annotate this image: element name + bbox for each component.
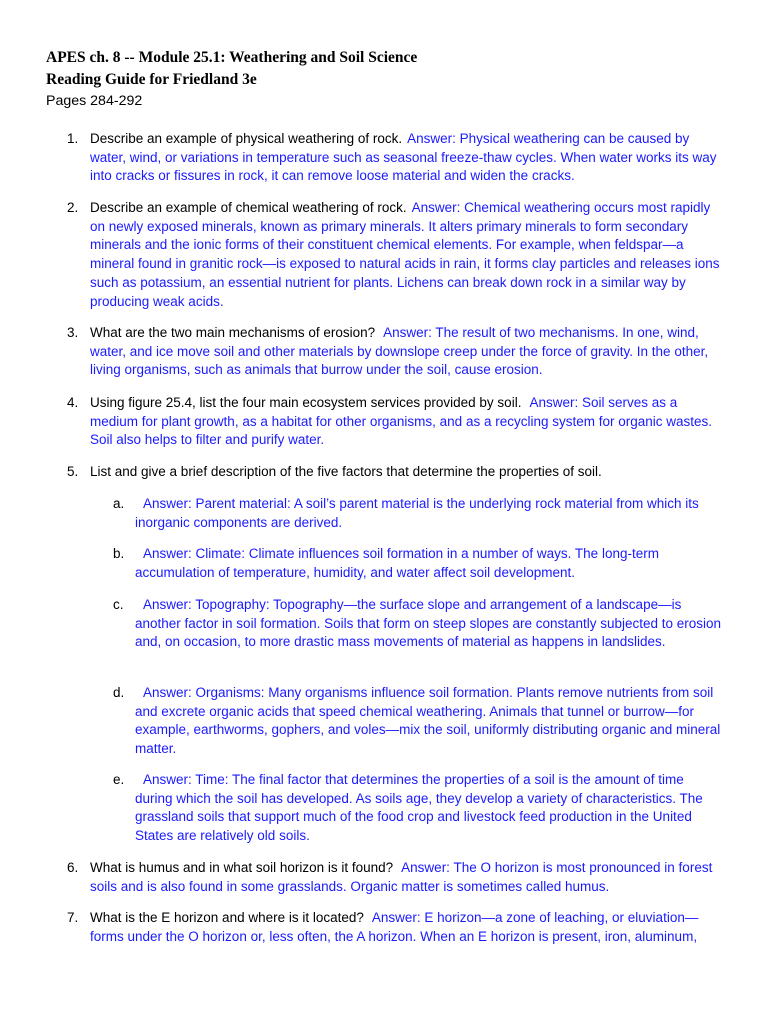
factor-body [135, 684, 725, 759]
question-text: List and give a brief description of the five factors that determine the properties of soil. [90, 464, 602, 479]
question-text: What are the two main mechanisms of erosion? [90, 325, 376, 340]
question-number: 3. [67, 325, 79, 340]
question-body [90, 463, 726, 482]
question-text: Describe an example of chemical weathering of rock. [90, 200, 407, 215]
answer-text: Answer: Climate: Climate influences soil formation in a number of ways. The long-term accumulation of temperature, humidity, and water affect soil development. [135, 546, 659, 580]
factor-letter: b. [113, 546, 125, 561]
factor-body [135, 596, 725, 652]
factor-body [135, 771, 725, 846]
question-text: What is the E horizon and where is it located? [90, 910, 364, 925]
factor-letter: c. [113, 597, 124, 612]
answer-text: Answer: E horizon—a zone of leaching, or eluviation—forms under the O horizon or, less often, the A horizon. When an E horizon is present, iron, aluminum, [90, 910, 699, 944]
factor-letter: d. [113, 685, 125, 700]
document-subtitle: Reading Guide for Friedland 3e [46, 71, 257, 88]
page-range: Pages 284-292 [46, 93, 143, 109]
answer-text: Answer: The O horizon is most pronounced in forest soils and is also found in some grasslands. Organic matter is sometimes called humus. [90, 860, 713, 894]
answer-text: Answer: Physical weathering can be caused by water, wind, or variations in temperature such as seasonal freeze-thaw cycles. When water works its way into cracks or fissures in rock, it can remove loose material and widen the cracks. [90, 131, 717, 184]
question-body [90, 130, 726, 186]
question-text: Using figure 25.4, list the four main ecosystem services provided by soil. [90, 395, 522, 410]
question-text: Describe an example of physical weathering of rock. [90, 131, 403, 146]
factor-body [135, 495, 725, 532]
answer-text: Answer: Topography: Topography—the surface slope and arrangement of a landscape—is another factor in soil formation. Soils that form on steep slopes are constantly subjected to erosion and, on occasion, to more drastic mass movements of material as happens in landslides. [135, 597, 722, 650]
question-body [90, 199, 726, 311]
answer-text: Answer: The result of two mechanisms. In one, wind, water, and ice move soil and other materials by downslope creep under the force of gravity. In the other, living organisms, such as animals that burrow under the soil, cause erosion. [90, 325, 709, 378]
factor-body [135, 545, 725, 582]
answer-text: Answer: Chemical weathering occurs most rapidly on newly exposed minerals, known as primary minerals. It alters primary minerals to form secondary minerals and the ionic forms of their constituent chemical elements. For example, when feldspar—a mineral found in granitic rock—is exposed to natural acids in rain, it forms clay particles and releases ions such as potassium, an essential nutrient for plants. Lichens can break down rock in a similar way by producing weak acids. [90, 200, 720, 309]
question-number: 2. [67, 200, 79, 215]
document-title: APES ch. 8 -- Module 25.1: Weathering and Soil Science [46, 49, 418, 66]
factor-letter: a. [113, 496, 125, 511]
factor-letter: e. [113, 772, 125, 787]
answer-text: Answer: Organisms: Many organisms influence soil formation. Plants remove nutrients from soil and excrete organic acids that speed chemical weathering. Animals that tunnel or burrow—for example, earthworms, gophers, and voles—mix the soil, uniformly distributing organic and mineral matter. [135, 685, 721, 757]
question-number: 5. [67, 464, 79, 479]
question-text: What is humus and in what soil horizon is it found? [90, 860, 394, 875]
question-number: 4. [67, 395, 79, 410]
answer-text: Answer: Soil serves as a medium for plant growth, as a habitat for other organisms, and as a recycling system for organic wastes. Soil also helps to filter and purify water. [90, 395, 713, 448]
answer-text: Answer: Parent material: A soil’s parent material is the underlying rock material from which its inorganic components are derived. [135, 496, 699, 530]
question-body [90, 324, 726, 380]
question-number: 6. [67, 860, 79, 875]
question-body [90, 394, 726, 450]
question-number: 1. [67, 131, 79, 146]
question-body [90, 859, 726, 896]
answer-text: Answer: Time: The final factor that determines the properties of a soil is the amount of time during which the soil has developed. As soils age, they develop a variety of characteristics. The grassland soils that support much of the food crop and livestock feed production in the United States are relatively old soils. [135, 772, 703, 844]
question-number: 7. [67, 910, 79, 925]
question-body [90, 909, 726, 946]
